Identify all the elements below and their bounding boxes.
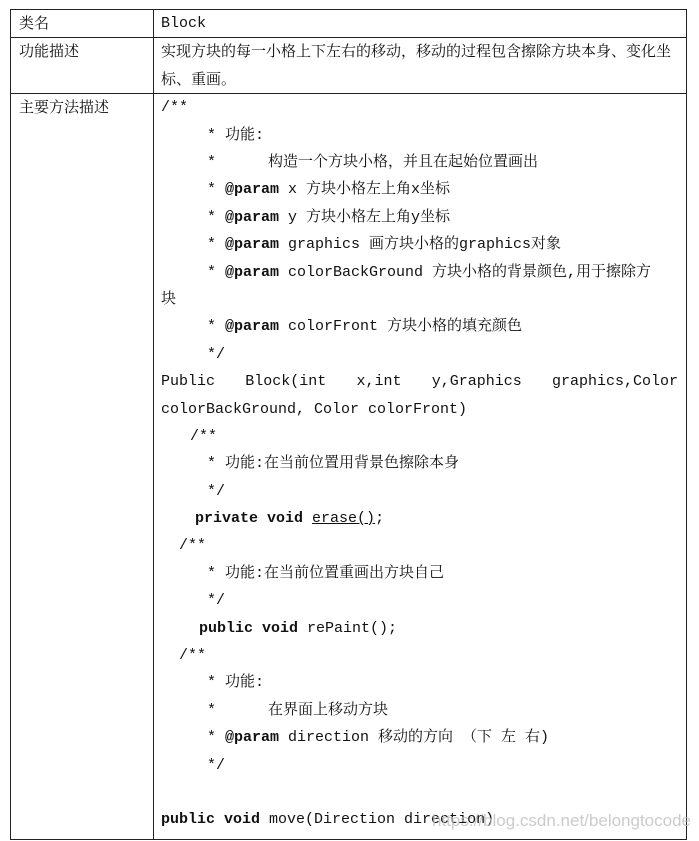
param-tag: @param <box>225 208 280 226</box>
code-text: * <box>207 318 226 336</box>
code-token: x,int <box>356 373 402 391</box>
row-class-name <box>11 10 687 38</box>
code-line <box>161 505 678 532</box>
class-name-value: Block <box>154 10 687 38</box>
code-line <box>161 176 678 203</box>
code-line: * 功能: <box>207 126 265 144</box>
code-keyword: public void <box>161 811 261 829</box>
code-line: */ <box>207 756 226 774</box>
code-text: colorBackGround 方块小格的背景颜色,用于擦除方 <box>279 263 652 281</box>
code-line <box>161 204 678 231</box>
code-line: /** <box>179 647 207 665</box>
code-text: 构造一个方块小格，并且在起始位置画出 <box>268 154 539 171</box>
code-line <box>161 259 678 286</box>
code-text: * <box>207 181 226 199</box>
code-line: */ <box>207 482 226 500</box>
code-text: * <box>207 729 226 747</box>
row-key: 主要方法描述 <box>11 94 154 840</box>
code-text: * <box>207 263 226 281</box>
code-token: Block(int <box>245 373 327 391</box>
code-text: ; <box>375 510 385 528</box>
code-keyword: private void <box>195 510 304 528</box>
code-line: /** <box>161 99 189 117</box>
blank-line <box>161 779 678 806</box>
code-line: 块 <box>161 290 177 308</box>
code-text: * <box>207 154 217 171</box>
code-line <box>161 724 678 751</box>
code-line: /** <box>179 537 207 555</box>
code-line: /** <box>190 427 218 445</box>
code-line <box>161 149 678 176</box>
row-function-description <box>11 38 687 94</box>
code-text: * <box>207 236 226 254</box>
code-text: * <box>207 701 217 719</box>
code-text: graphics 画方块小格的graphics对象 <box>279 236 562 254</box>
row-key: 功能描述 <box>11 38 154 94</box>
code-line: colorBackGround, Color colorFront) <box>161 400 468 418</box>
param-tag: @param <box>225 318 280 336</box>
param-tag: @param <box>225 263 280 281</box>
code-text: rePaint(); <box>298 619 398 637</box>
code-text: x 方块小格左上角x坐标 <box>279 181 451 199</box>
code-text: move(Direction direction) <box>260 811 495 829</box>
code-line <box>161 697 678 724</box>
code-token: Public <box>161 373 216 391</box>
code-text: y 方块小格左上角y坐标 <box>279 208 451 226</box>
method-code-block <box>154 94 687 840</box>
watermark: https://blog.csdn.net/belongtocode <box>432 811 691 830</box>
code-line: */ <box>207 345 226 363</box>
code-keyword: public void <box>199 619 299 637</box>
function-description-value: 实现方块的每一小格上下左右的移动，移动的过程包含擦除方块本身、变化坐标、重画。 <box>154 38 687 94</box>
row-method-description <box>11 94 687 840</box>
code-text: 在界面上移动方块 <box>268 701 389 719</box>
code-text: * <box>207 208 226 226</box>
code-line <box>161 231 678 258</box>
code-line <box>161 368 678 395</box>
code-line: * 功能: <box>207 674 265 692</box>
code-line: * 功能:在当前位置用背景色擦除本身 <box>207 455 460 473</box>
param-tag: @param <box>225 181 280 199</box>
row-key: 类名 <box>11 10 154 38</box>
code-text: colorFront 方块小格的填充颜色 <box>279 318 523 336</box>
code-text: direction 移动的方向 （下 左 右) <box>279 729 550 747</box>
param-tag: @param <box>225 236 280 254</box>
code-line: * 功能:在当前位置重画出方块自己 <box>207 564 445 582</box>
code-line <box>161 313 678 340</box>
code-token: graphics,Color <box>551 373 678 391</box>
code-line <box>161 615 678 642</box>
param-tag: @param <box>225 729 280 747</box>
code-text: erase() <box>312 510 376 528</box>
code-line: */ <box>207 592 226 610</box>
class-description-table <box>10 9 687 840</box>
code-token: y,Graphics <box>431 373 522 391</box>
